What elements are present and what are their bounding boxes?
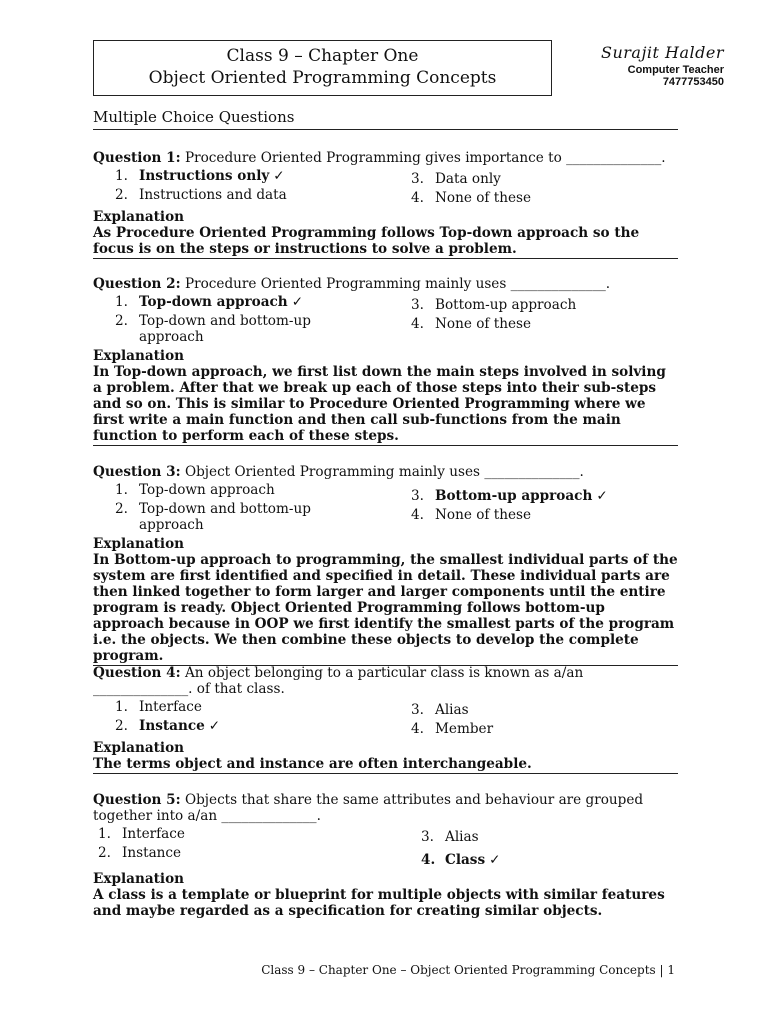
option-1 bbox=[98, 826, 421, 842]
check-mark-icon: ✓ bbox=[489, 852, 501, 868]
question-text: Procedure Oriented Programming mainly uses ______________. bbox=[180, 276, 611, 292]
option-number: 3. bbox=[411, 488, 424, 504]
option-number: 2. bbox=[115, 501, 128, 517]
title-box bbox=[93, 40, 552, 96]
question-4 bbox=[93, 665, 678, 774]
option-number: 1. bbox=[115, 482, 128, 498]
option-1 bbox=[115, 699, 411, 715]
check-mark-icon: ✓ bbox=[596, 488, 608, 504]
option-text: Alias bbox=[445, 829, 479, 845]
explanation-heading: Explanation bbox=[93, 348, 185, 364]
option-2 bbox=[98, 845, 421, 861]
option-2 bbox=[115, 718, 411, 734]
option-3 bbox=[411, 702, 661, 718]
explanation-text: The terms object and instance are often interchangeable. bbox=[93, 756, 532, 772]
option-text: Bottom-up approach bbox=[435, 297, 577, 313]
check-mark-icon: ✓ bbox=[208, 718, 221, 734]
option-text: Alias bbox=[435, 702, 469, 718]
option-text: Interface bbox=[122, 826, 185, 842]
explanation-heading: Explanation bbox=[93, 209, 185, 225]
option-number: 1. bbox=[115, 168, 128, 184]
question-stem bbox=[93, 792, 673, 824]
check-mark-icon: ✓ bbox=[273, 168, 285, 184]
option-1 bbox=[115, 294, 411, 310]
option-number: 2. bbox=[115, 313, 128, 329]
question-text: Objects that share the same attributes and behaviour are grouped together into a/an ______________. bbox=[93, 792, 644, 824]
question-stem bbox=[93, 276, 678, 292]
option-2 bbox=[115, 501, 411, 533]
option-number: 4. bbox=[421, 852, 436, 868]
explanation-text: In Bottom-up approach to programming, the smallest individual parts of the system are first identified and specified in detail. These individual parts are then linked together to form larger and larger components until the entire program is ready. Object Oriented Programming follows bottom-up approach because in OOP we first identify the smallest parts of the program i.e. the objects. We then combine these objects to develop the complete program. bbox=[93, 552, 678, 664]
options-grid bbox=[93, 482, 678, 536]
question-text: An object belonging to a particular class is known as a/an ______________. of that class. bbox=[93, 665, 584, 697]
option-number: 1. bbox=[115, 699, 128, 715]
check-mark-icon: ✓ bbox=[291, 294, 304, 310]
question-3 bbox=[93, 464, 678, 666]
options-grid bbox=[93, 168, 678, 209]
question-stem bbox=[93, 665, 593, 697]
question-stem bbox=[93, 464, 678, 480]
option-text: Member bbox=[435, 721, 494, 737]
option-number: 3. bbox=[411, 171, 424, 187]
option-1 bbox=[115, 482, 411, 498]
option-text: Class bbox=[445, 852, 486, 868]
option-number: 1. bbox=[98, 826, 111, 842]
option-number: 3. bbox=[411, 297, 424, 313]
option-number: 4. bbox=[411, 507, 424, 523]
option-text: Top-down approach bbox=[139, 482, 275, 498]
question-label: Question 2: bbox=[93, 276, 181, 292]
question-text: Procedure Oriented Programming gives importance to ______________. bbox=[180, 150, 666, 166]
option-text: Instance bbox=[122, 845, 182, 861]
options-grid bbox=[93, 294, 678, 348]
option-text: None of these bbox=[435, 316, 532, 332]
option-text: Data only bbox=[435, 171, 501, 187]
option-number: 4. bbox=[411, 721, 424, 737]
question-1 bbox=[93, 150, 678, 259]
question-label: Question 1: bbox=[93, 150, 181, 166]
explanation-text: As Procedure Oriented Programming follows Top-down approach so the focus is on the steps or instructions to solve a problem. bbox=[93, 225, 640, 257]
question-text: Object Oriented Programming mainly uses ______________. bbox=[180, 464, 584, 480]
option-text: Top-down approach bbox=[139, 294, 288, 310]
option-4 bbox=[421, 852, 671, 868]
option-text: Instructions only bbox=[139, 168, 270, 184]
explanation-text: In Top-down approach, we first list down the main steps involved in solving a problem. After that we break up each of those steps into their sub-steps and so on. This is similar to Procedure Oriented Programming where we first write a main function and then call sub-functions from the main function to perform each of these steps. bbox=[93, 364, 666, 444]
question-5 bbox=[93, 792, 678, 919]
option-text: Instructions and data bbox=[139, 187, 287, 203]
option-3 bbox=[411, 171, 661, 187]
question-label: Question 3: bbox=[93, 464, 181, 480]
option-1 bbox=[115, 168, 411, 184]
option-4 bbox=[411, 316, 661, 332]
option-text: Instance bbox=[139, 718, 205, 734]
option-number: 3. bbox=[411, 702, 424, 718]
option-number: 2. bbox=[98, 845, 111, 861]
options-grid bbox=[93, 699, 678, 740]
option-4 bbox=[411, 721, 661, 737]
author-role: Computer Teacher bbox=[627, 64, 724, 76]
question-stem bbox=[93, 150, 678, 166]
option-3 bbox=[421, 829, 671, 845]
option-text: Top-down and bottom-up approach bbox=[139, 501, 311, 533]
option-3 bbox=[411, 488, 661, 504]
option-number: 4. bbox=[411, 190, 424, 206]
option-text: Bottom-up approach bbox=[435, 488, 593, 504]
option-text: None of these bbox=[435, 507, 532, 523]
author-block bbox=[601, 42, 724, 88]
option-4 bbox=[411, 507, 661, 523]
explanation-heading: Explanation bbox=[93, 871, 185, 887]
page-footer: Class 9 – Chapter One – Object Oriented Programming Concepts | 1 bbox=[261, 963, 675, 977]
explanation-heading: Explanation bbox=[93, 536, 185, 552]
section-heading: Multiple Choice Questions bbox=[93, 106, 678, 130]
author-phone: 7477753450 bbox=[662, 76, 724, 88]
author-signature: Surajit Halder bbox=[600, 43, 724, 62]
options-grid bbox=[93, 826, 678, 871]
option-number: 2. bbox=[115, 718, 128, 734]
question-2 bbox=[93, 276, 678, 446]
option-text: Interface bbox=[139, 699, 202, 715]
explanation-heading: Explanation bbox=[93, 740, 185, 756]
option-number: 2. bbox=[115, 187, 128, 203]
document-title: Class 9 – Chapter One bbox=[226, 46, 419, 66]
option-text: Top-down and bottom-up approach bbox=[139, 313, 311, 345]
option-3 bbox=[411, 297, 661, 313]
option-text: None of these bbox=[435, 190, 532, 206]
option-number: 3. bbox=[421, 829, 434, 845]
document-subtitle: Object Oriented Programming Concepts bbox=[148, 68, 497, 88]
option-number: 1. bbox=[115, 294, 128, 310]
option-2 bbox=[115, 187, 411, 203]
question-label: Question 4: bbox=[93, 665, 181, 681]
question-label: Question 5: bbox=[93, 792, 181, 808]
option-4 bbox=[411, 190, 661, 206]
option-2 bbox=[115, 313, 411, 345]
explanation-text: A class is a template or blueprint for multiple objects with similar features and maybe regarded as a specification for creating similar objects. bbox=[93, 887, 665, 919]
option-number: 4. bbox=[411, 316, 424, 332]
